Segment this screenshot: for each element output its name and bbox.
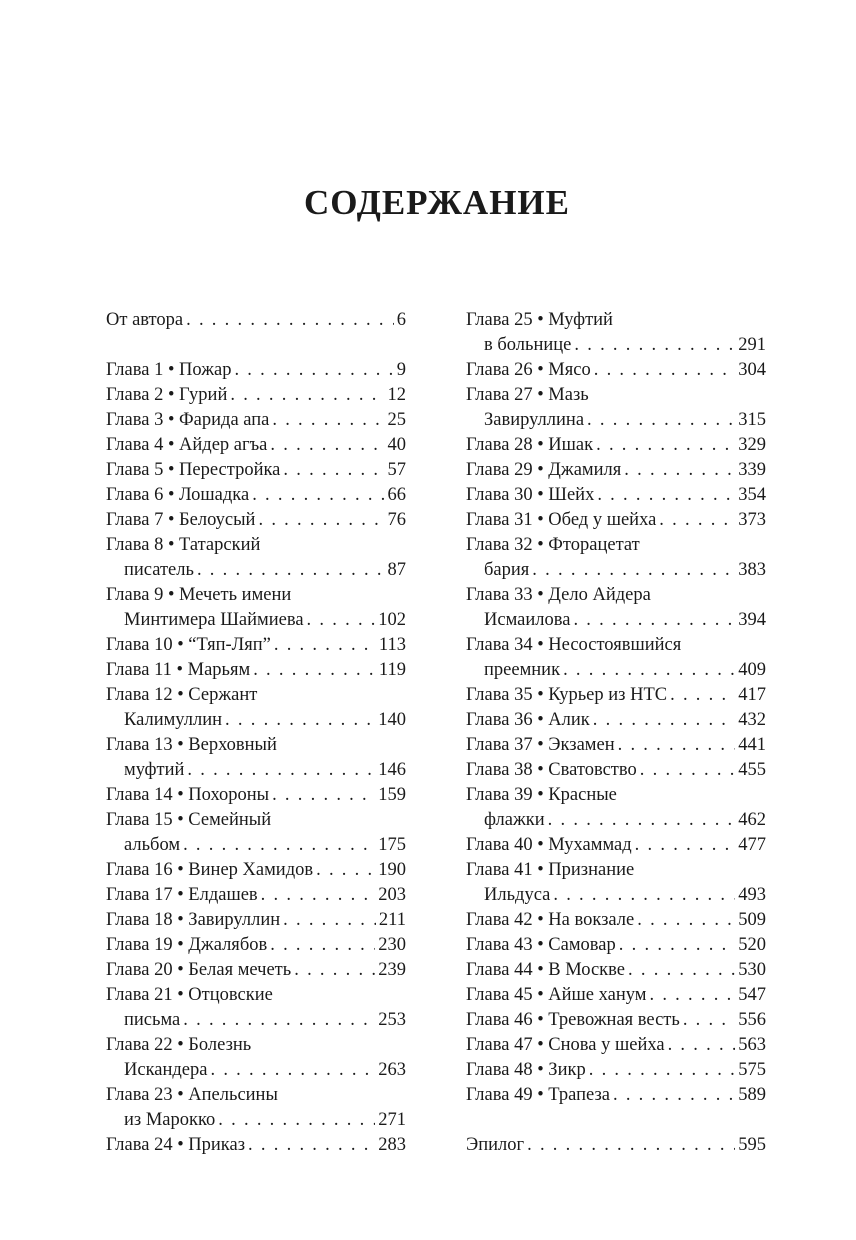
toc-entry-title: Глава 46 • Тревожная весть bbox=[466, 1010, 680, 1030]
toc-entry bbox=[466, 758, 766, 783]
toc-entry-title: письма bbox=[124, 1010, 181, 1030]
toc-entry-title: Глава 1 • Пожар bbox=[106, 360, 232, 380]
toc-entry bbox=[106, 708, 406, 733]
toc-page-number: 477 bbox=[738, 835, 766, 855]
toc-page-number: 291 bbox=[738, 335, 766, 355]
toc-entry bbox=[106, 458, 406, 483]
toc-page-number: 140 bbox=[378, 710, 406, 730]
toc-entry bbox=[466, 883, 766, 908]
toc-leader-dots bbox=[574, 333, 735, 358]
toc-leader-dots bbox=[218, 1108, 375, 1133]
toc-page-number: 339 bbox=[738, 460, 766, 480]
toc-page-number: 547 bbox=[738, 985, 766, 1005]
toc-page-number: 441 bbox=[738, 735, 766, 755]
toc-entry-title: Глава 11 • Марьям bbox=[106, 660, 251, 680]
toc-entry bbox=[466, 833, 766, 858]
toc-leader-dots bbox=[548, 808, 736, 833]
toc-leader-dots bbox=[619, 933, 735, 958]
toc-leader-dots bbox=[649, 983, 735, 1008]
toc-leader-dots bbox=[635, 833, 736, 858]
toc-page-number: 283 bbox=[378, 1135, 406, 1155]
toc-entry bbox=[466, 633, 766, 658]
toc-leader-dots bbox=[624, 458, 735, 483]
toc-entry-title: флажки bbox=[484, 810, 545, 830]
toc-left-column bbox=[106, 308, 406, 1158]
toc-page-number: 462 bbox=[738, 810, 766, 830]
toc-entry bbox=[466, 433, 766, 458]
toc-page-number: 9 bbox=[396, 360, 406, 380]
toc-leader-dots bbox=[670, 683, 735, 708]
toc-leader-dots bbox=[613, 1083, 735, 1108]
toc-leader-dots bbox=[248, 1133, 375, 1158]
toc-entry bbox=[106, 383, 406, 408]
toc-entry bbox=[466, 483, 766, 508]
toc-page-number: 6 bbox=[396, 310, 406, 330]
toc-entry-title: Глава 14 • Похороны bbox=[106, 785, 270, 805]
toc-leader-dots bbox=[197, 558, 385, 583]
toc-page-number: 190 bbox=[378, 860, 406, 880]
toc-entry bbox=[106, 358, 406, 383]
toc-entry bbox=[106, 608, 406, 633]
toc-entry-title: Глава 9 • Мечеть имени bbox=[106, 585, 292, 605]
toc-page-number: 146 bbox=[378, 760, 406, 780]
toc-leader-dots bbox=[668, 1033, 736, 1058]
toc-entry-title: Глава 6 • Лошадка bbox=[106, 485, 250, 505]
toc-entry-title: Минтимера Шаймиева bbox=[124, 610, 304, 630]
toc-entry-title: Глава 20 • Белая мечеть bbox=[106, 960, 292, 980]
toc-entry bbox=[106, 808, 406, 833]
toc-entry bbox=[106, 858, 406, 883]
toc-page-number: 315 bbox=[738, 410, 766, 430]
toc-leader-dots bbox=[225, 708, 375, 733]
toc-entry bbox=[466, 558, 766, 583]
toc-entry bbox=[106, 508, 406, 533]
toc-entry-title: Глава 42 • На вокзале bbox=[466, 910, 635, 930]
toc-page-number: 589 bbox=[738, 1085, 766, 1105]
toc-leader-dots bbox=[294, 958, 375, 983]
toc-entry bbox=[466, 308, 766, 333]
toc-leader-dots bbox=[637, 908, 735, 933]
toc-entry bbox=[106, 308, 406, 333]
toc-entry-title: Глава 7 • Белоусый bbox=[106, 510, 256, 530]
toc-leader-dots bbox=[258, 508, 384, 533]
toc-page-number: 563 bbox=[738, 1035, 766, 1055]
toc-page-number: 455 bbox=[738, 760, 766, 780]
toc-leader-dots bbox=[183, 833, 375, 858]
toc-leader-dots bbox=[532, 558, 735, 583]
toc-entry-title: Глава 49 • Трапеза bbox=[466, 1085, 610, 1105]
toc-leader-dots bbox=[589, 1058, 736, 1083]
toc-page-number: 304 bbox=[738, 360, 766, 380]
toc-page-number: 432 bbox=[738, 710, 766, 730]
toc-page-number: 57 bbox=[387, 460, 406, 480]
toc-entry-title: Глава 38 • Сватовство bbox=[466, 760, 637, 780]
toc-entry-title: Глава 26 • Мясо bbox=[466, 360, 591, 380]
toc-entry bbox=[466, 908, 766, 933]
toc-entry-title: Глава 32 • Фторацетат bbox=[466, 535, 640, 555]
toc-page-number: 66 bbox=[387, 485, 406, 505]
toc-entry bbox=[466, 1133, 766, 1158]
toc-entry-title: в больнице bbox=[484, 335, 572, 355]
toc-entry bbox=[106, 1033, 406, 1058]
toc-entry-title: бария bbox=[484, 560, 530, 580]
toc-page-number: 595 bbox=[738, 1135, 766, 1155]
toc-leader-dots bbox=[270, 933, 375, 958]
toc-entry bbox=[466, 958, 766, 983]
toc-leader-dots bbox=[187, 758, 375, 783]
toc-entry bbox=[106, 408, 406, 433]
toc-entry-title: Глава 12 • Сержант bbox=[106, 685, 258, 705]
toc-leader-dots bbox=[597, 483, 735, 508]
toc-leader-dots bbox=[573, 608, 735, 633]
toc-entry-title: Глава 31 • Обед у шейха bbox=[466, 510, 657, 530]
toc-entry bbox=[106, 683, 406, 708]
toc-entry-title: Глава 27 • Мазь bbox=[466, 385, 589, 405]
toc-page-number: 25 bbox=[387, 410, 406, 430]
toc-entry-title: Глава 41 • Признание bbox=[466, 860, 635, 880]
toc-page-number: 102 bbox=[378, 610, 406, 630]
toc-page-number: 383 bbox=[738, 560, 766, 580]
toc-page-number: 509 bbox=[738, 910, 766, 930]
toc-leader-dots bbox=[594, 358, 736, 383]
toc-leader-dots bbox=[234, 358, 393, 383]
toc-leader-dots bbox=[316, 858, 375, 883]
toc-page-number: 329 bbox=[738, 435, 766, 455]
toc-entry-title: Завируллина bbox=[484, 410, 585, 430]
toc-entry bbox=[466, 708, 766, 733]
toc-entry-title: Глава 18 • Завируллин bbox=[106, 910, 281, 930]
toc-leader-dots bbox=[618, 733, 736, 758]
toc-entry-title: Глава 3 • Фарида апа bbox=[106, 410, 270, 430]
toc-entry bbox=[466, 1083, 766, 1108]
toc-entry bbox=[106, 583, 406, 608]
toc-page-number: 409 bbox=[738, 660, 766, 680]
toc-entry-title: альбом bbox=[124, 835, 181, 855]
toc-entry-title: Глава 40 • Мухаммад bbox=[466, 835, 632, 855]
toc-entry-title: Глава 25 • Муфтий bbox=[466, 310, 613, 330]
toc-entry bbox=[466, 533, 766, 558]
toc-entry-title: Глава 44 • В Москве bbox=[466, 960, 626, 980]
toc-entry bbox=[106, 658, 406, 683]
toc-entry-title: Глава 24 • Приказ bbox=[106, 1135, 246, 1155]
toc-leader-dots bbox=[683, 1008, 735, 1033]
toc-leader-dots bbox=[210, 1058, 375, 1083]
toc-leader-dots bbox=[628, 958, 735, 983]
toc-leader-dots bbox=[587, 408, 735, 433]
toc-entry-title: Эпилог bbox=[466, 1135, 525, 1155]
toc-entry-title: Ильдуса bbox=[484, 885, 551, 905]
toc-leader-dots bbox=[183, 1008, 375, 1033]
toc-entry bbox=[106, 908, 406, 933]
toc-entry bbox=[466, 933, 766, 958]
toc-leader-dots bbox=[527, 1133, 735, 1158]
toc-entry bbox=[466, 808, 766, 833]
toc-entry-title: Глава 29 • Джамиля bbox=[466, 460, 622, 480]
toc-entry bbox=[466, 1058, 766, 1083]
toc-entry bbox=[466, 508, 766, 533]
toc-entry-title: Глава 35 • Курьер из НТС bbox=[466, 685, 668, 705]
toc-entry-title: Глава 48 • Зикр bbox=[466, 1060, 586, 1080]
toc-leader-dots bbox=[563, 658, 735, 683]
toc-entry-title: Глава 36 • Алик bbox=[466, 710, 590, 730]
toc-entry-title: Глава 10 • “Тяп-Ляп” bbox=[106, 635, 271, 655]
toc-page-number: 575 bbox=[738, 1060, 766, 1080]
toc-entry bbox=[106, 633, 406, 658]
toc-entry bbox=[466, 683, 766, 708]
toc-page-number: 40 bbox=[387, 435, 406, 455]
toc-entry bbox=[466, 383, 766, 408]
toc-leader-dots bbox=[261, 883, 376, 908]
toc-entry-title: Глава 2 • Гурий bbox=[106, 385, 228, 405]
toc-page-number: 203 bbox=[378, 885, 406, 905]
toc-entry bbox=[106, 533, 406, 558]
toc-page-number: 530 bbox=[738, 960, 766, 980]
toc-page-number: 159 bbox=[378, 785, 406, 805]
toc-entry bbox=[106, 783, 406, 808]
toc-entry-title: Глава 5 • Перестройка bbox=[106, 460, 281, 480]
toc-entry bbox=[466, 858, 766, 883]
toc-page-number: 354 bbox=[738, 485, 766, 505]
toc-entry-title: муфтий bbox=[124, 760, 185, 780]
toc-page-number: 493 bbox=[738, 885, 766, 905]
toc-page-number: 175 bbox=[378, 835, 406, 855]
toc-entry bbox=[466, 333, 766, 358]
toc-entry-title: Глава 28 • Ишак bbox=[466, 435, 594, 455]
toc-entry-title: из Марокко bbox=[124, 1110, 216, 1130]
toc-entry-title: писатель bbox=[124, 560, 194, 580]
toc-entry bbox=[106, 883, 406, 908]
toc-entry bbox=[106, 933, 406, 958]
toc-leader-dots bbox=[252, 483, 384, 508]
toc-right-column bbox=[466, 308, 766, 1158]
toc-entry-title: Глава 30 • Шейх bbox=[466, 485, 595, 505]
toc-entry-title: Глава 15 • Семейный bbox=[106, 810, 272, 830]
toc-page-number: 556 bbox=[738, 1010, 766, 1030]
toc-entry bbox=[466, 583, 766, 608]
toc-entry-title: Глава 47 • Снова у шейха bbox=[466, 1035, 665, 1055]
toc-entry-title: Искандера bbox=[124, 1060, 208, 1080]
toc-page-number: 239 bbox=[378, 960, 406, 980]
toc-leader-dots bbox=[272, 408, 384, 433]
toc-entry bbox=[466, 983, 766, 1008]
toc-entry bbox=[106, 758, 406, 783]
toc-entry bbox=[466, 1008, 766, 1033]
toc-entry bbox=[106, 958, 406, 983]
toc-leader-dots bbox=[270, 433, 384, 458]
toc-leader-dots bbox=[253, 658, 376, 683]
toc-entry bbox=[106, 558, 406, 583]
toc-entry-title: Глава 39 • Красные bbox=[466, 785, 617, 805]
toc-entry-title: Глава 13 • Верховный bbox=[106, 735, 277, 755]
toc-leader-dots bbox=[186, 308, 394, 333]
toc-entry bbox=[466, 1033, 766, 1058]
toc-entry-title: преемник bbox=[484, 660, 561, 680]
toc-entry bbox=[106, 1108, 406, 1133]
toc-leader-dots bbox=[272, 783, 375, 808]
toc-page-number: 253 bbox=[378, 1010, 406, 1030]
toc-leader-dots bbox=[659, 508, 735, 533]
toc-entry bbox=[466, 783, 766, 808]
toc-entry-title: Глава 19 • Джалябов bbox=[106, 935, 268, 955]
toc-leader-dots bbox=[593, 708, 735, 733]
toc-entry bbox=[466, 733, 766, 758]
toc-entry bbox=[466, 458, 766, 483]
toc-entry-title: Глава 33 • Дело Айдера bbox=[466, 585, 651, 605]
toc-entry bbox=[106, 1133, 406, 1158]
toc-entry-title: Глава 8 • Татарский bbox=[106, 535, 261, 555]
toc-entry-title: Глава 43 • Самовар bbox=[466, 935, 616, 955]
toc-entry-title: Глава 22 • Болезнь bbox=[106, 1035, 252, 1055]
toc-entry-title: Глава 34 • Несостоявшийся bbox=[466, 635, 682, 655]
toc-entry bbox=[106, 733, 406, 758]
toc-entry-title: От автора bbox=[106, 310, 184, 330]
toc-page-number: 12 bbox=[387, 385, 406, 405]
toc-entry bbox=[106, 1058, 406, 1083]
toc-page-number: 211 bbox=[378, 910, 406, 930]
toc-entry bbox=[106, 483, 406, 508]
toc-entry bbox=[106, 1008, 406, 1033]
toc-entry-title: Калимуллин bbox=[124, 710, 223, 730]
toc-page-number: 417 bbox=[738, 685, 766, 705]
toc-entry bbox=[466, 608, 766, 633]
toc-entry bbox=[106, 833, 406, 858]
toc-page-number: 263 bbox=[378, 1060, 406, 1080]
toc-leader-dots bbox=[553, 883, 735, 908]
toc-entry bbox=[466, 658, 766, 683]
toc-page-number: 271 bbox=[378, 1110, 406, 1130]
toc-entry bbox=[106, 1083, 406, 1108]
toc-gap bbox=[466, 1108, 766, 1133]
toc-leader-dots bbox=[596, 433, 735, 458]
toc-page-number: 230 bbox=[378, 935, 406, 955]
toc-page-number: 394 bbox=[738, 610, 766, 630]
toc-entry-title: Глава 45 • Айше ханум bbox=[466, 985, 647, 1005]
toc-leader-dots bbox=[640, 758, 736, 783]
toc-leader-dots bbox=[283, 908, 376, 933]
toc-entry bbox=[106, 433, 406, 458]
toc-entry-title: Глава 16 • Винер Хамидов bbox=[106, 860, 314, 880]
toc-entry-title: Глава 23 • Апельсины bbox=[106, 1085, 278, 1105]
toc-leader-dots bbox=[307, 608, 376, 633]
toc-entry bbox=[466, 408, 766, 433]
toc-leader-dots bbox=[283, 458, 384, 483]
toc-entry-title: Глава 4 • Айдер агъа bbox=[106, 435, 268, 455]
toc-entry-title: Глава 21 • Отцовские bbox=[106, 985, 273, 1005]
page-title: СОДЕРЖАНИЕ bbox=[303, 183, 570, 222]
toc-entry-title: Исмаилова bbox=[484, 610, 571, 630]
toc-leader-dots bbox=[274, 633, 376, 658]
toc-entry-title: Глава 37 • Экзамен bbox=[466, 735, 615, 755]
toc-page-number: 119 bbox=[378, 660, 406, 680]
toc-gap bbox=[106, 333, 406, 358]
toc-page-number: 373 bbox=[738, 510, 766, 530]
toc-page-number: 113 bbox=[378, 635, 406, 655]
toc-page-number: 76 bbox=[387, 510, 406, 530]
toc-entry bbox=[466, 358, 766, 383]
toc-page-number: 520 bbox=[738, 935, 766, 955]
toc-entry-title: Глава 17 • Елдашев bbox=[106, 885, 258, 905]
toc-leader-dots bbox=[230, 383, 384, 408]
toc-entry bbox=[106, 983, 406, 1008]
toc-page-number: 87 bbox=[387, 560, 406, 580]
